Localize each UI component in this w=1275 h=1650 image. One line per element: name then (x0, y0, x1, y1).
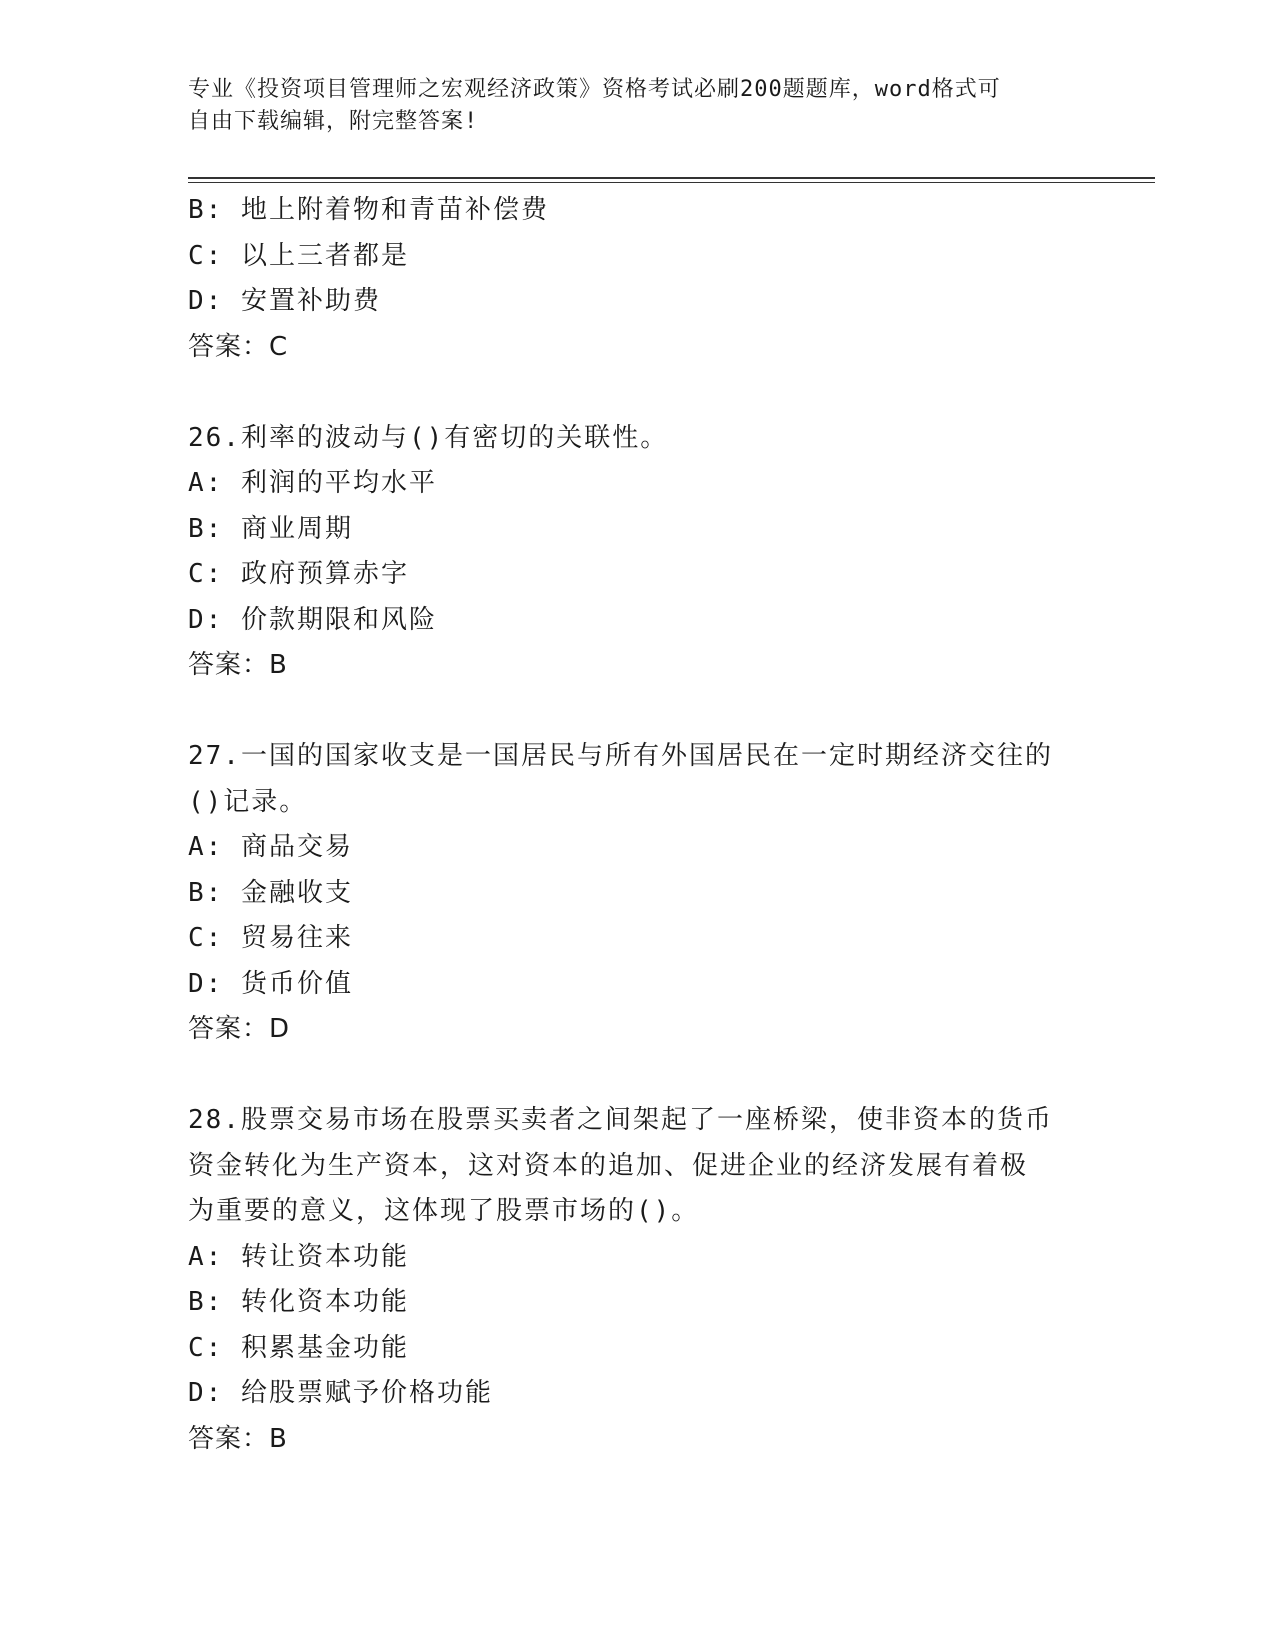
question-stem-line-1: 27.一国的国家收支是一国居民与所有外国居民在一定时期经济交往的 (188, 741, 1053, 771)
option-c: C: 以上三者都是 (188, 240, 409, 271)
question-stem-line-2: 资金转化为生产资本，这对资本的追加、促进企业的经济发展有着极 (188, 1150, 1029, 1181)
option-d: D: 货币价值 (188, 968, 353, 999)
header-title-line-1: 专业《投资项目管理师之宏观经济政策》资格考试必刷200题题库，word格式可 (188, 77, 1001, 102)
option-d: D: 安置补助费 (188, 286, 381, 316)
option-d: D: 价款期限和风险 (188, 604, 437, 635)
header-divider (188, 177, 1155, 183)
option-b: B: 金融收支 (188, 877, 353, 908)
answer-label: 答案：B (188, 650, 288, 680)
question-25-tail (188, 188, 1088, 370)
answer-label: 答案：D (188, 1014, 291, 1044)
option-d: D: 给股票赋予价格功能 (188, 1378, 493, 1408)
question-stem: 26.利率的波动与()有密切的关联性。 (188, 422, 669, 453)
option-c: C: 积累基金功能 (188, 1332, 409, 1363)
spacer (188, 1053, 1088, 1099)
question-26 (188, 416, 1088, 689)
header-title-line-2: 自由下载编辑，附完整答案! (188, 109, 479, 134)
option-c: C: 政府预算赤字 (188, 559, 409, 589)
question-stem-line-3: 为重要的意义，这体现了股票市场的()。 (188, 1196, 700, 1226)
question-28 (188, 1098, 1088, 1462)
option-a: A: 转让资本功能 (188, 1241, 409, 1272)
question-stem-line-1: 28.股票交易市场在股票买卖者之间架起了一座桥梁，使非资本的货币 (188, 1105, 1053, 1135)
option-a: A: 利润的平均水平 (188, 468, 437, 498)
option-b: B: 地上附着物和青苗补偿费 (188, 195, 549, 225)
spacer (188, 370, 1088, 416)
option-a: A: 商品交易 (188, 832, 353, 862)
option-c: C: 贸易往来 (188, 923, 353, 953)
spacer (188, 689, 1088, 735)
option-b: B: 商业周期 (188, 513, 353, 544)
document-header (188, 74, 1088, 138)
option-b: B: 转化资本功能 (188, 1287, 409, 1317)
question-list (188, 188, 1088, 1462)
answer-label: 答案：B (188, 1423, 288, 1454)
answer-label: 答案：C (188, 331, 289, 362)
question-stem-line-2: ()记录。 (188, 786, 308, 817)
question-27 (188, 734, 1088, 1053)
